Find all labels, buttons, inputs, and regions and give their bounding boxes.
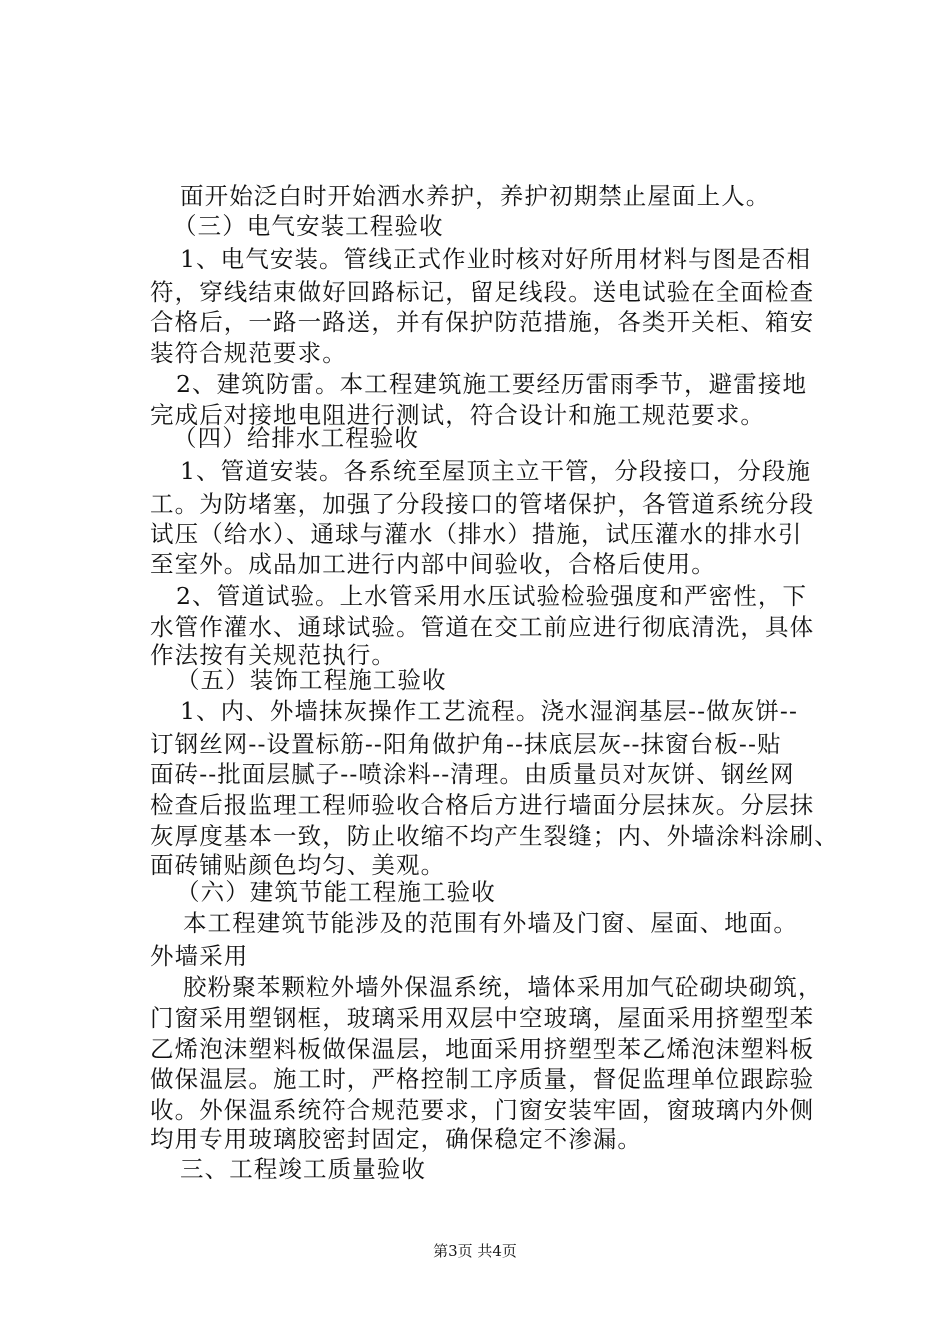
section-heading: （六）建筑节能工程施工验收 bbox=[176, 878, 496, 906]
section-heading: （四）给排水工程验收 bbox=[173, 424, 419, 452]
text-line: 面开始泛白时开始洒水养护，养护初期禁止屋面上人。 bbox=[180, 182, 771, 210]
text-line: 面砖铺贴颜色均匀、美观。 bbox=[150, 851, 446, 879]
text-line: 1、管道安装。各系统至屋顶主立干管，分段接口，分段施 bbox=[180, 457, 812, 485]
text-line: 订钢丝网--设置标筋--阳角做护角--抹底层灰--抹窗台板--贴 bbox=[150, 730, 782, 758]
text-line: 灰厚度基本一致，防止收缩不均产生裂缝；内、外墙涂料涂刷、 bbox=[150, 822, 839, 850]
text-line: 面砖--批面层腻子--喷涂料--清理。由质量员对灰饼、钢丝网 bbox=[150, 760, 795, 788]
text-line: 至室外。成品加工进行内部中间验收，合格后使用。 bbox=[150, 550, 716, 578]
text-line: 工。为防堵塞，加强了分段接口的管堵保护，各管道系统分段 bbox=[150, 490, 815, 518]
text-line: 符，穿线结束做好回路标记，留足线段。送电试验在全面检查 bbox=[150, 278, 815, 306]
text-line: 胶粉聚苯颗粒外墙外保温系统，墙体采用加气砼砌块砌筑， bbox=[183, 973, 823, 1001]
text-line: 作法按有关规范执行。 bbox=[150, 641, 396, 669]
text-line: 2、管道试验。上水管采用水压试验检验强度和严密性，下 bbox=[176, 582, 808, 610]
page-number-footer: 第3页 共4页 bbox=[433, 1242, 517, 1260]
text-line: 合格后，一路一路送，并有保护防范措施，各类开关柜、箱安 bbox=[150, 308, 815, 336]
section-heading: （三）电气安装工程验收 bbox=[173, 212, 444, 240]
text-line: 试压（给水）、通球与灌水（排水）措施，试压灌水的排水引 bbox=[150, 520, 803, 548]
text-line: 乙烯泡沫塑料板做保温层，地面采用挤塑型苯乙烯泡沫塑料板 bbox=[150, 1035, 815, 1063]
text-line: 1、内、外墙抹灰操作工艺流程。浇水湿润基层--做灰饼-- bbox=[180, 697, 799, 725]
text-line: 收。外保温系统符合规范要求，门窗安装牢固，窗玻璃内外侧 bbox=[150, 1096, 815, 1124]
text-line: 做保温层。施工时，严格控制工序质量，督促监理单位跟踪验 bbox=[150, 1065, 815, 1093]
text-line: 门窗采用塑钢框，玻璃采用双层中空玻璃，屋面采用挤塑型苯 bbox=[150, 1004, 815, 1032]
section-heading: 三、工程竣工质量验收 bbox=[180, 1155, 426, 1183]
text-line: 本工程建筑节能涉及的范围有外墙及门窗、屋面、地面。 bbox=[183, 909, 798, 937]
text-line: 装符合规范要求。 bbox=[150, 339, 347, 367]
text-line: 水管作灌水、通球试验。管道在交工前应进行彻底清洗，具体 bbox=[150, 613, 815, 641]
section-heading: （五）装饰工程施工验收 bbox=[176, 666, 447, 694]
text-line: 检查后报监理工程师验收合格后方进行墙面分层抹灰。分层抹 bbox=[150, 791, 815, 819]
text-line: 2、建筑防雷。本工程建筑施工要经历雷雨季节，避雷接地 bbox=[176, 370, 808, 398]
text-line: 外墙采用 bbox=[150, 942, 249, 970]
text-line: 1、电气安装。管线正式作业时核对好所用材料与图是否相 bbox=[180, 245, 812, 273]
text-line: 完成后对接地电阻进行测试，符合设计和施工规范要求。 bbox=[150, 401, 765, 429]
text-line: 均用专用玻璃胶密封固定，确保稳定不渗漏。 bbox=[150, 1125, 642, 1153]
